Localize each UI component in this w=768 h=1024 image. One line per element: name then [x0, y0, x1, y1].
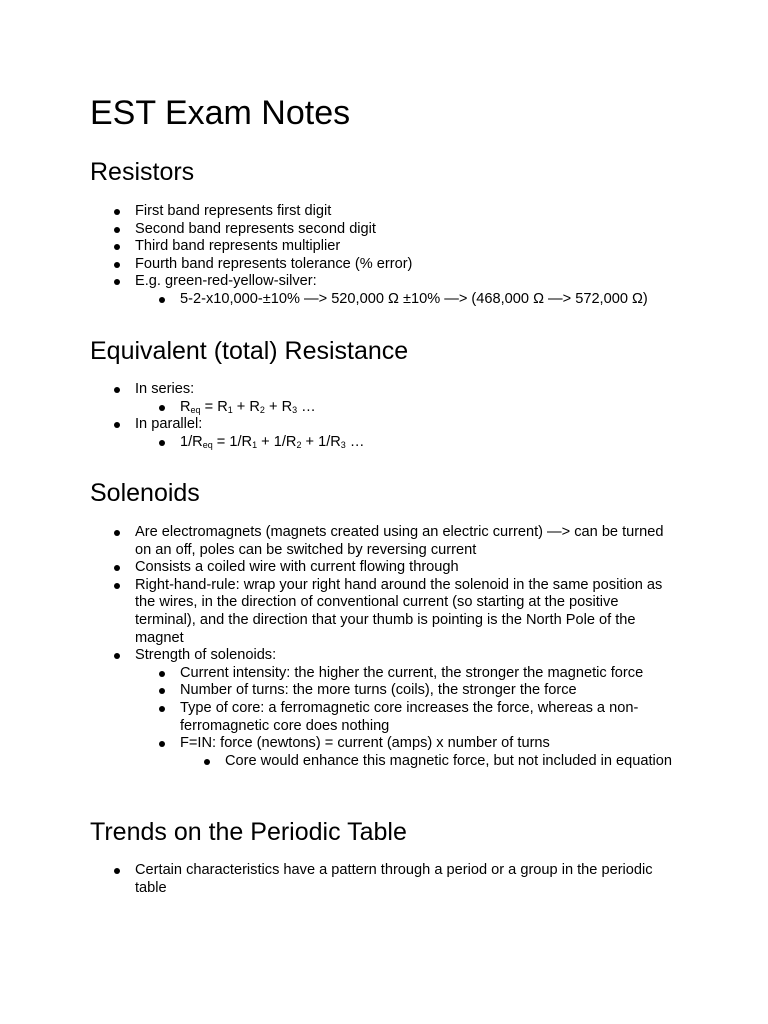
list-item: F=IN: force (newtons) = current (amps) x number of turns — [90, 735, 680, 753]
bullet-icon — [114, 530, 120, 536]
list-item: First band represents first digit — [90, 203, 680, 221]
list-item: Right-hand-rule: wrap your right hand around the solenoid in the same position as the wires, in the direction of conventional current (so starting at the positive terminal), and the direction that your thumb is pointing is the North Pole of the magnet — [90, 577, 680, 647]
periodic-trends-list — [90, 862, 680, 897]
list-item: Are electromagnets (magnets created using an electric current) —> can be turned on an off, poles can be switched by reversing current — [90, 524, 680, 559]
bullet-icon — [159, 741, 165, 747]
bullet-icon — [114, 244, 120, 250]
list-item: Core would enhance this magnetic force, but not included in equation — [90, 753, 680, 771]
bullet-icon — [114, 227, 120, 233]
equivalent-resistance-list — [90, 381, 680, 451]
heading-periodic-trends: Trends on the Periodic Table — [90, 818, 407, 846]
bullet-icon — [159, 688, 165, 694]
heading-solenoids: Solenoids — [90, 479, 200, 507]
list-item: Number of turns: the more turns (coils), the stronger the force — [90, 682, 680, 700]
heading-resistors: Resistors — [90, 158, 195, 186]
bullet-icon — [159, 671, 165, 677]
resistors-list — [90, 203, 680, 309]
list-item: Current intensity: the higher the current, the stronger the magnetic force — [90, 665, 680, 683]
list-item: Consists a coiled wire with current flowing through — [90, 559, 680, 577]
document-title: EST Exam Notes — [90, 94, 351, 132]
bullet-icon — [114, 387, 120, 393]
list-item: Strength of solenoids: — [90, 647, 680, 665]
bullet-icon — [114, 583, 120, 589]
bullet-icon — [114, 565, 120, 571]
list-item: E.g. green-red-yellow-silver: — [90, 273, 680, 291]
list-item: Type of core: a ferromagnetic core increases the force, whereas a non-ferromagnetic core does nothing — [90, 700, 680, 735]
bullet-icon — [159, 405, 165, 411]
bullet-icon — [114, 422, 120, 428]
bullet-icon — [159, 706, 165, 712]
list-item: In parallel: — [90, 416, 680, 434]
bullet-icon — [114, 262, 120, 268]
list-item: Third band represents multiplier — [90, 238, 680, 256]
formula-parallel: $1/R_{eq} = 1/R_1 + 1/R_2 + 1/R_3$ … — [90, 434, 680, 452]
bullet-icon — [159, 297, 165, 303]
formula-series: $R_{eq} = R_1 + R_2 + R_3$ … — [90, 399, 680, 417]
bullet-icon — [114, 279, 120, 285]
heading-equivalent-resistance: Equivalent (total) Resistance — [90, 337, 409, 365]
bullet-icon — [114, 868, 120, 874]
list-item: 5-2-x10,000-±10% —> 520,000 Ω ±10% —> (468,000 Ω —> 572,000 Ω) — [90, 291, 680, 309]
bullet-icon — [114, 653, 120, 659]
list-item: Second band represents second digit — [90, 221, 680, 239]
solenoids-list — [90, 524, 680, 770]
list-item: Certain characteristics have a pattern through a period or a group in the periodic table — [90, 862, 680, 897]
bullet-icon — [159, 440, 165, 446]
bullet-icon — [204, 759, 210, 765]
list-item: Fourth band represents tolerance (% error) — [90, 256, 680, 274]
bullet-icon — [114, 209, 120, 215]
list-item: In series: — [90, 381, 680, 399]
